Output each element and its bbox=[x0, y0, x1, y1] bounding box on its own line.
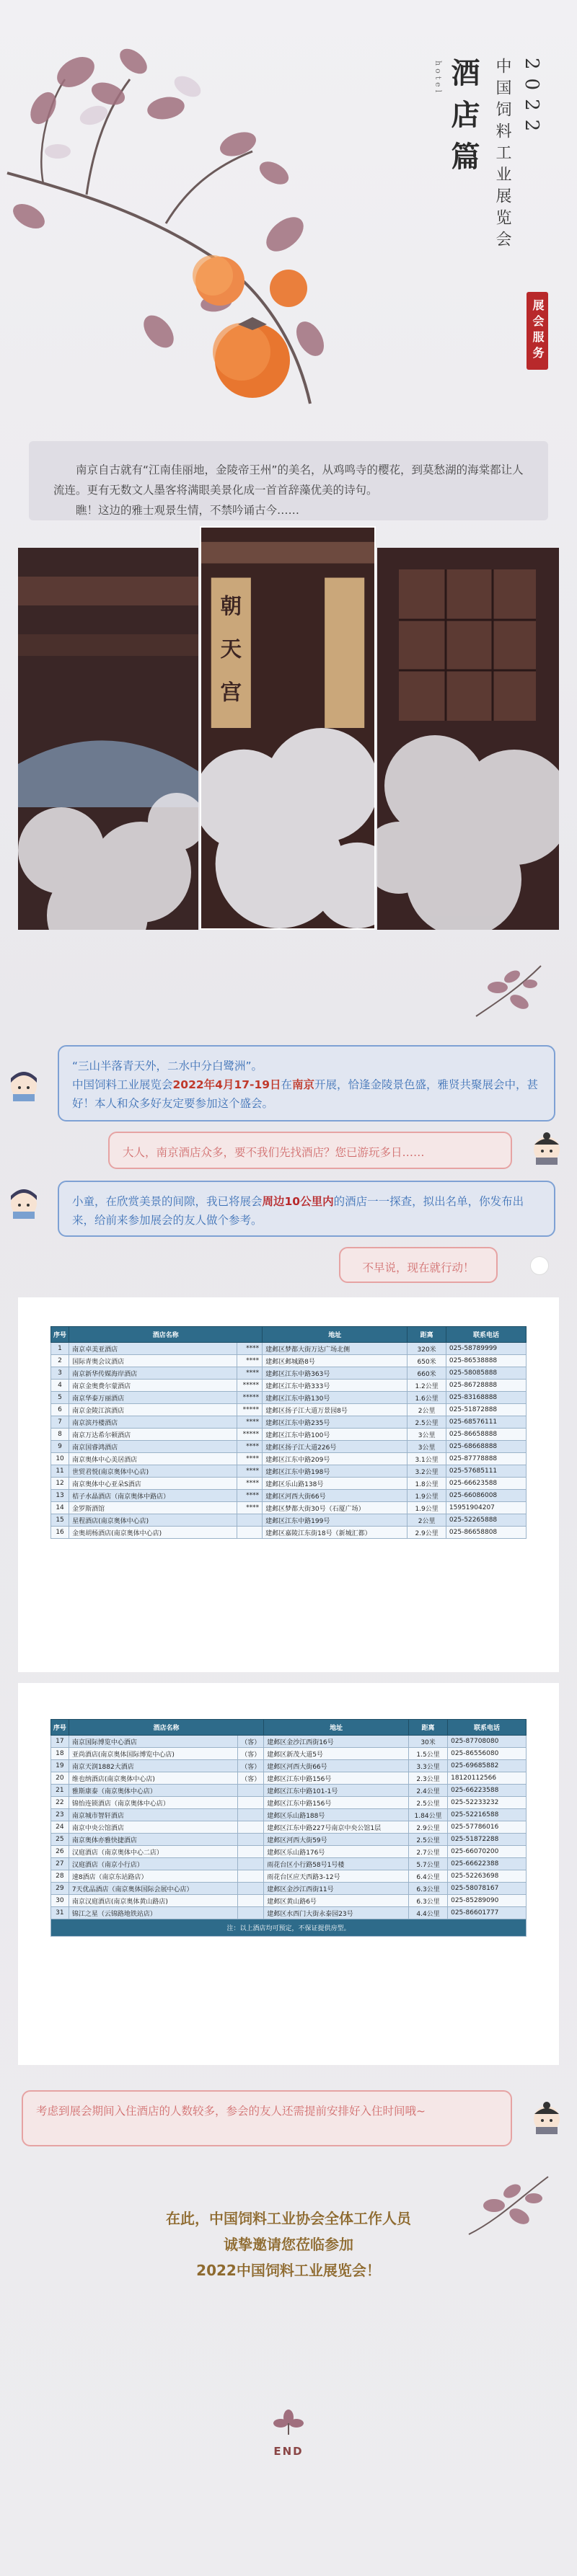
cell-address: 建邺区邺城路8号 bbox=[263, 1355, 408, 1367]
cell-rating: **** bbox=[237, 1490, 262, 1502]
cell-distance: 6.4公里 bbox=[409, 1870, 448, 1883]
cell-hotel-name: 速8酒店（南京东站路店） bbox=[69, 1870, 237, 1883]
cell-phone: 025-85289090 bbox=[448, 1895, 527, 1907]
cell-no: 21 bbox=[51, 1785, 69, 1797]
cell-address: 建邺区梦都大街万达广场北侧 bbox=[263, 1343, 408, 1355]
cell-hotel-name: 南京金奥费尔蒙酒店 bbox=[69, 1380, 237, 1392]
cell-phone: 15951904207 bbox=[446, 1502, 526, 1514]
table-row bbox=[51, 1821, 527, 1834]
table-row bbox=[51, 1490, 527, 1502]
section-title-en: hotel bbox=[433, 61, 443, 96]
table-row bbox=[51, 1429, 527, 1441]
hotel-table-1-wrap bbox=[50, 1326, 527, 1539]
servant-message-1: 大人，南京酒店众多，要不我们先找酒店？您已游玩多日…… bbox=[123, 1146, 425, 1159]
cell-address: 建邺区水西门大街永泰园23号 bbox=[264, 1907, 409, 1919]
table-row bbox=[51, 1502, 527, 1514]
table-row bbox=[51, 1797, 527, 1809]
cell-rating bbox=[238, 1821, 264, 1834]
cell-distance: 1.84公里 bbox=[409, 1809, 448, 1821]
cell-phone: 025-52265888 bbox=[446, 1514, 526, 1527]
cell-distance: 3公里 bbox=[408, 1441, 446, 1453]
cell-hotel-name: 世贸君悦(南京奥体中心店) bbox=[69, 1465, 237, 1478]
cell-distance: 2.9公里 bbox=[409, 1821, 448, 1834]
cell-rating: **** bbox=[237, 1453, 262, 1465]
cell-hotel-name: 亚尚酒店(南京奥体国际博览中心店) bbox=[69, 1748, 237, 1760]
cell-hotel-name: 南京中央公馆酒店 bbox=[69, 1821, 237, 1834]
cell-phone: 025-66223588 bbox=[448, 1785, 527, 1797]
cell-phone: 025-58085888 bbox=[446, 1367, 526, 1380]
cell-hotel-name: 南京金陵江滨酒店 bbox=[69, 1404, 237, 1416]
sign-char-3: 宫 bbox=[220, 679, 242, 705]
photo-eaves-blossom bbox=[18, 548, 198, 930]
scholar-avatar-icon bbox=[7, 1068, 40, 1101]
cell-rating: **** bbox=[237, 1355, 262, 1367]
cell-address: 建邺区江东中路199号 bbox=[263, 1514, 408, 1527]
cell-no: 7 bbox=[51, 1416, 69, 1429]
cell-no: 25 bbox=[51, 1834, 69, 1846]
cell-distance: 2.7公里 bbox=[409, 1846, 448, 1858]
cell-phone: 025-52233232 bbox=[448, 1797, 527, 1809]
cell-rating: **** bbox=[237, 1465, 262, 1478]
cell-phone: 025-87708080 bbox=[448, 1736, 527, 1748]
cell-phone: 025-68668888 bbox=[446, 1441, 526, 1453]
closing-line-1: 在此，中国饲料工业协会全体工作人员 bbox=[166, 2210, 411, 2227]
cell-no: 28 bbox=[51, 1870, 69, 1883]
year-vertical: 2022 bbox=[521, 58, 542, 141]
cell-rating: ***** bbox=[237, 1404, 262, 1416]
message-prefix: 小童，在欣赏美景的间隙，我已将展会 bbox=[72, 1195, 263, 1208]
header-phone: 联系电话 bbox=[448, 1720, 527, 1736]
cell-no: 10 bbox=[51, 1453, 69, 1465]
cell-address: 建邺区河西大街66号 bbox=[263, 1490, 408, 1502]
cell-rating: （客） bbox=[238, 1736, 264, 1748]
cell-no: 8 bbox=[51, 1429, 69, 1441]
cell-phone: 025-52263698 bbox=[448, 1870, 527, 1883]
cell-no: 26 bbox=[51, 1846, 69, 1858]
sign-char-1: 朝 bbox=[220, 593, 242, 619]
cell-rating: **** bbox=[237, 1441, 262, 1453]
table-row bbox=[51, 1404, 527, 1416]
hotel-table-card-2 bbox=[18, 1683, 559, 2065]
table-row bbox=[51, 1785, 527, 1797]
hotel-table-1 bbox=[50, 1326, 527, 1539]
cell-distance: 1.5公里 bbox=[409, 1748, 448, 1760]
announcement-tail: 开展，恰逢金陵景色盛，雅贤共聚展会中，甚好！本人和众多好友定要参加这个盛会。 bbox=[72, 1078, 539, 1110]
intro-line-1: 南京自古就有“江南佳丽地，金陵帝王州”的美名，从鸡鸣寺的樱花，到莫愁湖的海棠都让人流连。更有无数文人墨客将满眼美景化成一首首辞藻优美的诗句。 bbox=[53, 463, 524, 497]
cell-hotel-name: 南京城市智轩酒店 bbox=[69, 1809, 237, 1821]
table-row bbox=[51, 1392, 527, 1404]
message-suffix: 的酒店一一探查，拟出名单，你发布出来，给前来参加展会的友人做个参考。 bbox=[72, 1195, 524, 1227]
hotel-table-2-wrap bbox=[50, 1719, 527, 1937]
cell-address: 建邺区嘉陵江东街18号（新城汇都） bbox=[263, 1527, 408, 1539]
cell-rating bbox=[238, 1883, 264, 1895]
cell-distance: 30米 bbox=[409, 1736, 448, 1748]
table-note: 注：以上酒店均可预定，不保证提供房型。 bbox=[51, 1919, 527, 1937]
cell-address: 建邺区金沙江西街11号 bbox=[264, 1883, 409, 1895]
photo-triptych bbox=[18, 526, 559, 930]
cell-phone: 025-51872888 bbox=[446, 1404, 526, 1416]
hotel-table-2-body bbox=[51, 1736, 527, 1919]
cell-rating bbox=[237, 1527, 262, 1539]
cell-address: 雨花台区应天西路3-12号 bbox=[264, 1870, 409, 1883]
cell-rating: ***** bbox=[237, 1392, 262, 1404]
cell-distance: 2.3公里 bbox=[409, 1772, 448, 1785]
cell-phone: 025-51872288 bbox=[448, 1834, 527, 1846]
cell-distance: 2.5公里 bbox=[409, 1797, 448, 1809]
cell-phone: 025-66622388 bbox=[448, 1858, 527, 1870]
cell-no: 22 bbox=[51, 1797, 69, 1809]
closing-line-2: 诚挚邀请您莅临参加 bbox=[224, 2236, 353, 2253]
cell-hotel-name: 星程酒店(南京奥体中心店) bbox=[69, 1514, 237, 1527]
cell-rating bbox=[238, 1907, 264, 1919]
cell-no: 30 bbox=[51, 1895, 69, 1907]
cell-rating: （客） bbox=[238, 1748, 264, 1760]
cell-distance: 1.2公里 bbox=[408, 1380, 446, 1392]
sign-char-2: 天 bbox=[220, 636, 242, 662]
expo-service-badge: 展会服务 bbox=[527, 292, 548, 370]
cell-no: 23 bbox=[51, 1809, 69, 1821]
blossom-decoration-icon bbox=[469, 959, 548, 1023]
hotel-table-2 bbox=[50, 1719, 527, 1937]
cell-distance: 2.4公里 bbox=[409, 1785, 448, 1797]
cell-distance: 5.7公里 bbox=[409, 1858, 448, 1870]
cell-phone: 025-66086008 bbox=[446, 1490, 526, 1502]
cell-phone: 025-86601777 bbox=[448, 1907, 527, 1919]
cell-address: 建邺区江东中路227号南京中央公馆1层 bbox=[264, 1821, 409, 1834]
cell-distance: 1.9公里 bbox=[408, 1502, 446, 1514]
cell-phone: 18120112566 bbox=[448, 1772, 527, 1785]
cell-distance: 2公里 bbox=[408, 1514, 446, 1527]
table-row bbox=[51, 1834, 527, 1846]
cell-hotel-name: 南京卓美亚酒店 bbox=[69, 1343, 237, 1355]
chat-bubble-servant-2 bbox=[339, 1247, 498, 1283]
cell-address: 建邺区江东中路101-1号 bbox=[264, 1785, 409, 1797]
header-name: 酒店名称 bbox=[69, 1327, 263, 1343]
cell-distance: 3.1公里 bbox=[408, 1453, 446, 1465]
dot-icon bbox=[530, 1256, 549, 1275]
cell-rating: ***** bbox=[237, 1429, 262, 1441]
header-no: 序号 bbox=[51, 1720, 69, 1736]
table-header-row bbox=[51, 1720, 527, 1736]
table-row bbox=[51, 1809, 527, 1821]
cell-hotel-name: 锦怡连锁酒店（南京奥体中心店） bbox=[69, 1797, 237, 1809]
intro-line-2: 瞧！这边的雅士观景生情，不禁吟诵古今…… bbox=[76, 504, 300, 517]
table-row bbox=[51, 1343, 527, 1355]
cell-phone: 025-69685882 bbox=[448, 1760, 527, 1772]
table-row bbox=[51, 1907, 527, 1919]
cell-distance: 660米 bbox=[408, 1367, 446, 1380]
cell-address: 建邺区新茂大道5号 bbox=[264, 1748, 409, 1760]
cell-no: 9 bbox=[51, 1441, 69, 1453]
cell-address: 建邺区金沙江西街16号 bbox=[264, 1736, 409, 1748]
table-header-row bbox=[51, 1327, 527, 1343]
table-row bbox=[51, 1441, 527, 1453]
cell-rating: （客） bbox=[238, 1772, 264, 1785]
cell-hotel-name: 南京华泰万丽酒店 bbox=[69, 1392, 237, 1404]
cell-hotel-name: 南京奥体亦雅快捷酒店 bbox=[69, 1834, 237, 1846]
cell-address: 建邺区江东中路235号 bbox=[263, 1416, 408, 1429]
header-address: 地址 bbox=[263, 1327, 408, 1343]
cell-address: 建邺区扬子江大道226号 bbox=[263, 1441, 408, 1453]
cell-address: 建邺区江东中路198号 bbox=[263, 1465, 408, 1478]
cell-hotel-name: 汉庭酒店（南京小行店） bbox=[69, 1858, 237, 1870]
cell-rating: **** bbox=[237, 1367, 262, 1380]
header-phone: 联系电话 bbox=[446, 1327, 526, 1343]
cell-hotel-name: 南京奥体中心亚朵S酒店 bbox=[69, 1478, 237, 1490]
cell-hotel-name: 锦江之星（云锦路地铁站店） bbox=[69, 1907, 237, 1919]
cell-phone: 025-87778888 bbox=[446, 1453, 526, 1465]
cell-address: 建邺区黄山路6号 bbox=[264, 1895, 409, 1907]
cell-hotel-name: 维也纳酒店(南京奥体中心店) bbox=[69, 1772, 237, 1785]
cell-hotel-name: 7天优品酒店（南京奥体国际会展中心店） bbox=[69, 1883, 237, 1895]
cell-distance: 2.5公里 bbox=[409, 1834, 448, 1846]
cell-rating bbox=[238, 1797, 264, 1809]
cell-no: 11 bbox=[51, 1465, 69, 1478]
cell-address: 建邺区江东中路333号 bbox=[263, 1380, 408, 1392]
table-row bbox=[51, 1465, 527, 1478]
expo-city: 南京 bbox=[292, 1078, 315, 1091]
cell-rating bbox=[238, 1895, 264, 1907]
end-label: END bbox=[273, 2445, 304, 2458]
cell-hotel-name: 南京汉庭酒店(南京奥体黄山路店) bbox=[69, 1895, 237, 1907]
header-distance: 距离 bbox=[409, 1720, 448, 1736]
cell-address: 建邺区乐山路138号 bbox=[263, 1478, 408, 1490]
table-row bbox=[51, 1760, 527, 1772]
scholar-message-2 bbox=[72, 1192, 541, 1230]
cell-address: 建邺区江东中路363号 bbox=[263, 1367, 408, 1380]
cell-rating bbox=[238, 1870, 264, 1883]
cell-address: 建邺区江东中路209号 bbox=[263, 1453, 408, 1465]
cell-address: 建邺区江东中路130号 bbox=[263, 1392, 408, 1404]
cell-distance: 2.5公里 bbox=[408, 1416, 446, 1429]
cell-distance: 2公里 bbox=[408, 1404, 446, 1416]
title-block bbox=[433, 58, 542, 252]
table-row bbox=[51, 1883, 527, 1895]
cell-phone: 025-57786016 bbox=[448, 1821, 527, 1834]
cell-hotel-name: 汉庭酒店（南京奥体中心二店） bbox=[69, 1846, 237, 1858]
cell-no: 27 bbox=[51, 1858, 69, 1870]
servant-message-3: 考虑到展会期间入住酒店的人数较多，参会的友人还需提前安排好入住时间哦~ bbox=[36, 2105, 426, 2118]
chat-bubble-servant-1 bbox=[108, 1132, 512, 1169]
cell-hotel-name: 南京万达希尔顿酒店 bbox=[69, 1429, 237, 1441]
chat-bubble-scholar-1 bbox=[58, 1045, 555, 1122]
cell-rating bbox=[238, 1846, 264, 1858]
cell-distance: 1.8公里 bbox=[408, 1478, 446, 1490]
closing-invitation bbox=[0, 2206, 577, 2283]
servant-avatar-icon bbox=[530, 1132, 563, 1165]
table-row bbox=[51, 1870, 527, 1883]
cell-rating: **** bbox=[237, 1502, 262, 1514]
cell-no: 17 bbox=[51, 1736, 69, 1748]
cell-no: 2 bbox=[51, 1355, 69, 1367]
table-row bbox=[51, 1858, 527, 1870]
cell-phone: 025-86658808 bbox=[446, 1527, 526, 1539]
table-row bbox=[51, 1355, 527, 1367]
cell-hotel-name: 金罗斯酒馆 bbox=[69, 1502, 237, 1514]
cell-address: 建邺区扬子江大道万景园8号 bbox=[263, 1404, 408, 1416]
header-distance: 距离 bbox=[408, 1327, 446, 1343]
cell-hotel-name: 南京天润1882大酒店 bbox=[69, 1760, 237, 1772]
cell-address: 建邺区乐山路176号 bbox=[264, 1846, 409, 1858]
cell-rating: （客） bbox=[238, 1760, 264, 1772]
section-title: 酒店篇 bbox=[446, 58, 480, 183]
chat-bubble-scholar-2 bbox=[58, 1181, 555, 1237]
cell-no: 31 bbox=[51, 1907, 69, 1919]
cell-no: 3 bbox=[51, 1367, 69, 1380]
cell-hotel-name: 南京新华传媒海岸酒店 bbox=[69, 1367, 237, 1380]
table-row bbox=[51, 1380, 527, 1392]
table-row bbox=[51, 1478, 527, 1490]
cell-no: 6 bbox=[51, 1404, 69, 1416]
cell-no: 1 bbox=[51, 1343, 69, 1355]
servant-message-2: 不早说，现在就行动！ bbox=[362, 1261, 475, 1274]
cell-rating bbox=[238, 1785, 264, 1797]
cell-no: 24 bbox=[51, 1821, 69, 1834]
photo-temple-sign bbox=[200, 526, 376, 930]
cell-no: 15 bbox=[51, 1514, 69, 1527]
cell-no: 12 bbox=[51, 1478, 69, 1490]
cell-hotel-name: 金奥胡杨酒店(南京奥体中心店) bbox=[69, 1527, 237, 1539]
cell-rating bbox=[238, 1858, 264, 1870]
cell-address: 建邺区乐山路188号 bbox=[264, 1809, 409, 1821]
cell-no: 29 bbox=[51, 1883, 69, 1895]
hotel-table-1-body bbox=[51, 1343, 527, 1539]
cell-address: 雨花台区小行路58号1号楼 bbox=[264, 1858, 409, 1870]
table-row bbox=[51, 1367, 527, 1380]
cell-rating bbox=[237, 1514, 262, 1527]
cell-phone: 025-86658888 bbox=[446, 1429, 526, 1441]
servant-avatar-icon-2 bbox=[530, 2101, 563, 2134]
cell-distance: 3.2公里 bbox=[408, 1465, 446, 1478]
chat-bubble-servant-3 bbox=[22, 2090, 512, 2146]
expo-announcement bbox=[72, 1075, 541, 1113]
photo-window-blossom bbox=[377, 548, 559, 930]
cell-distance: 2.9公里 bbox=[408, 1527, 446, 1539]
flower-logo-icon bbox=[270, 2407, 307, 2436]
header-address: 地址 bbox=[264, 1720, 409, 1736]
table-row bbox=[51, 1736, 527, 1748]
scholar-avatar-icon-2 bbox=[7, 1186, 40, 1219]
cell-distance: 3公里 bbox=[408, 1429, 446, 1441]
cell-hotel-name: 雅斯康泰（南京奥体中心店） bbox=[69, 1785, 237, 1797]
cell-no: 14 bbox=[51, 1502, 69, 1514]
cell-hotel-name: 南京奥体中心美居酒店 bbox=[69, 1453, 237, 1465]
cell-phone: 025-86728888 bbox=[446, 1380, 526, 1392]
expo-date: 2022年4月17-19日 bbox=[172, 1078, 281, 1091]
cell-phone: 025-83168888 bbox=[446, 1392, 526, 1404]
cell-hotel-name: 南京滨丹楼酒店 bbox=[69, 1416, 237, 1429]
header-no: 序号 bbox=[51, 1327, 69, 1343]
expo-name-vertical: 中国饲料工业展览会 bbox=[493, 58, 511, 252]
cell-no: 4 bbox=[51, 1380, 69, 1392]
table-row bbox=[51, 1772, 527, 1785]
cell-rating: **** bbox=[237, 1416, 262, 1429]
cell-address: 建邺区江东中路156号 bbox=[264, 1772, 409, 1785]
cell-no: 19 bbox=[51, 1760, 69, 1772]
cell-hotel-name: 桔子水晶酒店（南京奥体中路店） bbox=[69, 1490, 237, 1502]
radius-highlight: 周边10公里内 bbox=[262, 1195, 334, 1208]
cell-distance: 6.3公里 bbox=[409, 1895, 448, 1907]
cell-address: 建邺区江东中路156号 bbox=[264, 1797, 409, 1809]
connector-text: 在 bbox=[281, 1078, 293, 1091]
cell-phone: 025-86556080 bbox=[448, 1748, 527, 1760]
cell-phone: 025-86538888 bbox=[446, 1355, 526, 1367]
cell-hotel-name: 国际青奥会议酒店 bbox=[69, 1355, 237, 1367]
cell-phone: 025-66623588 bbox=[446, 1478, 526, 1490]
cell-rating bbox=[238, 1809, 264, 1821]
cell-distance: 6.3公里 bbox=[409, 1883, 448, 1895]
cell-no: 13 bbox=[51, 1490, 69, 1502]
header-name: 酒店名称 bbox=[69, 1720, 263, 1736]
table-row bbox=[51, 1514, 527, 1527]
table-row bbox=[51, 1416, 527, 1429]
cell-address: 建邺区梦都大街30号（石厦广场） bbox=[263, 1502, 408, 1514]
cell-rating: **** bbox=[237, 1478, 262, 1490]
cell-rating: **** bbox=[237, 1343, 262, 1355]
cell-no: 18 bbox=[51, 1748, 69, 1760]
cell-distance: 4.4公里 bbox=[409, 1907, 448, 1919]
cell-no: 20 bbox=[51, 1772, 69, 1785]
cell-distance: 1.9公里 bbox=[408, 1490, 446, 1502]
table-row bbox=[51, 1846, 527, 1858]
cell-no: 16 bbox=[51, 1527, 69, 1539]
cell-phone: 025-52216588 bbox=[448, 1809, 527, 1821]
cell-no: 5 bbox=[51, 1392, 69, 1404]
cell-distance: 650米 bbox=[408, 1355, 446, 1367]
cell-address: 建邺区江东中路100号 bbox=[263, 1429, 408, 1441]
intro-box bbox=[29, 441, 548, 520]
closing-line-3: 2022中国饲料工业展览会！ bbox=[196, 2262, 381, 2279]
expo-name-text: 中国饲料工业展览会 bbox=[72, 1078, 173, 1091]
cell-phone: 025-57685111 bbox=[446, 1465, 526, 1478]
cell-distance: 1.6公里 bbox=[408, 1392, 446, 1404]
cell-phone: 025-66070200 bbox=[448, 1846, 527, 1858]
cell-phone: 025-58078167 bbox=[448, 1883, 527, 1895]
poem-quote: “三山半落青天外，二水中分白鹭洲”。 bbox=[72, 1060, 263, 1072]
cell-address: 建邺区河西大街66号 bbox=[264, 1760, 409, 1772]
table-row bbox=[51, 1453, 527, 1465]
cell-phone: 025-58789999 bbox=[446, 1343, 526, 1355]
table-row bbox=[51, 1895, 527, 1907]
cell-hotel-name: 南京国际博览中心酒店 bbox=[69, 1736, 237, 1748]
table-row bbox=[51, 1748, 527, 1760]
cell-rating: ***** bbox=[237, 1380, 262, 1392]
cell-address: 建邺区河西大街59号 bbox=[264, 1834, 409, 1846]
table-row bbox=[51, 1527, 527, 1539]
cell-hotel-name: 南京国睿鸿酒店 bbox=[69, 1441, 237, 1453]
hotel-table-card-1 bbox=[18, 1297, 559, 1672]
cell-distance: 320米 bbox=[408, 1343, 446, 1355]
table-note-row bbox=[51, 1919, 527, 1937]
cell-distance: 3.3公里 bbox=[409, 1760, 448, 1772]
hero bbox=[0, 0, 577, 440]
persimmon-branch-illustration bbox=[0, 0, 375, 418]
cell-rating bbox=[238, 1834, 264, 1846]
cell-phone: 025-68576111 bbox=[446, 1416, 526, 1429]
